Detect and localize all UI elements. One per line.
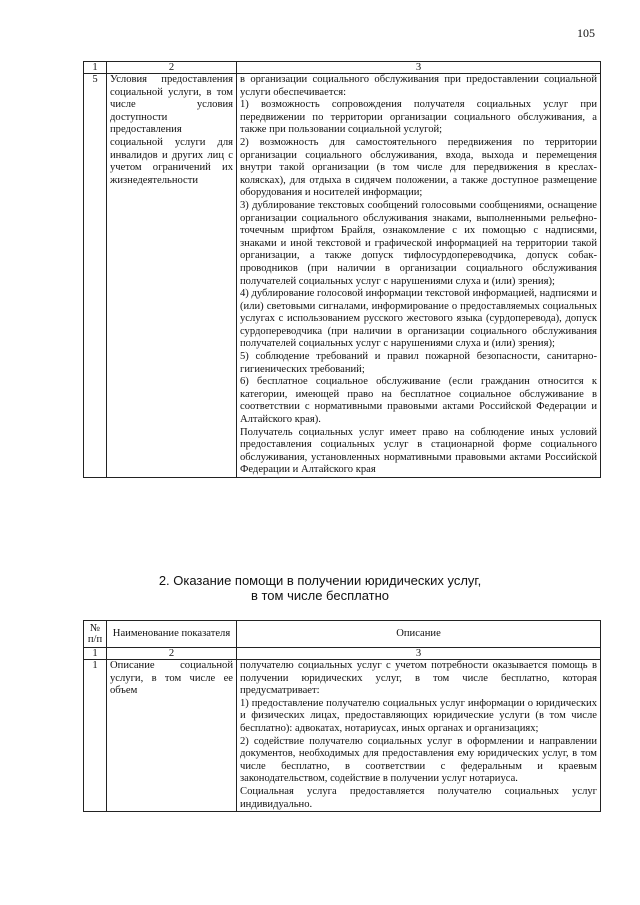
description-cell <box>237 74 601 478</box>
header-cell-3: 3 <box>237 62 601 74</box>
section-heading-line-1: 2. Оказание помощи в получении юридических услуг, <box>158 573 482 588</box>
description-paragraph: в организации социального обслуживания при предоставлении социальной услуги обеспечивается: <box>240 74 597 98</box>
header-cell-1: 1 <box>84 648 107 660</box>
description-paragraph: Социальная услуга предоставляется получателю социальных услуг индивидуально. <box>240 785 597 810</box>
row-number: 1 <box>84 660 107 812</box>
table-row <box>84 74 601 478</box>
description-paragraph: 1) возможность сопровождения получателя социальных услуг при передвижении по территории организации социального обслуживания, а также при пользовании социальной услугой; <box>240 99 597 136</box>
description-paragraph: 2) содействие получателю социальных услуг в оформлении и направлении документов, необходимых для предоставления ему юридических услуг, в том числе бесплатно, в соответствии с федеральным и краевым законодательством, содействие в получении услуг нотариуса. <box>240 735 597 785</box>
description-paragraph: 6) бесплатное социальное обслуживание (если гражданин относится к категории, имеющей право на бесплатное социальное обслуживание в соответствии с нормативными правовыми актами Российской Федерации и Алтайского края). <box>240 376 597 426</box>
header-cell-1: 1 <box>84 62 107 74</box>
description-paragraph: 1) предоставление получателю социальных услуг информации о юридических и физических лицах, предоставляющих юридические услуги (в том числе бесплатно): адвокатах, нотариусах, иных органах и организациях; <box>240 697 597 734</box>
indicator-name: Описание социальной услуги, в том числе ее объем <box>107 660 237 812</box>
page-number: 105 <box>577 26 595 40</box>
conditions-table <box>83 61 601 478</box>
section-heading-line-2: в том числе бесплатно <box>250 588 390 603</box>
description-paragraph: 5) соблюдение требований и правил пожарной безопасности, санитарно-гигиенических требований; <box>240 351 597 375</box>
description-paragraph: получателю социальных услуг с учетом потребности оказывается помощь в получении юридических услуг, в том числе бесплатно, которая предусматривает: <box>240 660 597 697</box>
table-header-row <box>84 648 601 660</box>
header-cell-2: 2 <box>107 648 237 660</box>
column-name-header: Наименование показателя <box>107 621 237 648</box>
legal-services-table <box>83 620 601 812</box>
description-paragraph: 2) возможность для самостоятельного передвижения по территории организации социального обслуживания, входа, выхода и перемещения внутри такой организации (в том числе для передвижения в креслах-колясках), для отдыха в сидячем положении, а также доступное размещение оборудования и носителей информации; <box>240 136 597 199</box>
description-paragraph: Получатель социальных услуг имеет право на соблюдение иных условий предоставления социальных услуг в стационарной форме социального обслуживания, установленных нормативными правовыми актами Российской Федерации и Алтайского края <box>240 426 597 476</box>
row-number: 5 <box>84 74 107 478</box>
description-paragraph: 3) дублирование текстовых сообщений голосовыми сообщениями, оснащение организации социального обслуживания знаками, выполненными рельефно-точечным шрифтом Брайля, ознакомление с их помощью с надписями, знаками и иной текстовой и графической информацией на территории такой организации, а также допуск тифлосурдопереводчика, допуск собак-проводников (при наличии в организации социального обслуживания получателей социальных услуг с нарушениями слуха и (или) зрения); <box>240 199 597 287</box>
header-cell-3: 3 <box>237 648 601 660</box>
table-row <box>84 660 601 812</box>
column-description-header: Описание <box>237 621 601 648</box>
header-cell-2: 2 <box>107 62 237 74</box>
column-header-row <box>84 621 601 648</box>
description-paragraph: 4) дублирование голосовой информации текстовой информацией, надписями и (или) световыми сигналами, информирование о предоставляемых социальных услугах с использованием русского жестового языка (сурдоперевода), допуск сурдопереводчика (при наличии в организации социального обслуживания получателей социальных услуг с нарушениями слуха и (или) зрения); <box>240 288 597 350</box>
indicator-name: Условия предоставления социальной услуги, в том числе условия доступности предоставления социальной услуги для инвалидов и других лиц с учетом ограничений их жизнедеятельности <box>107 74 237 478</box>
table-header-row <box>84 62 601 74</box>
description-cell <box>237 660 601 812</box>
section-heading <box>0 573 640 603</box>
column-number-header: № п/п <box>84 621 107 648</box>
